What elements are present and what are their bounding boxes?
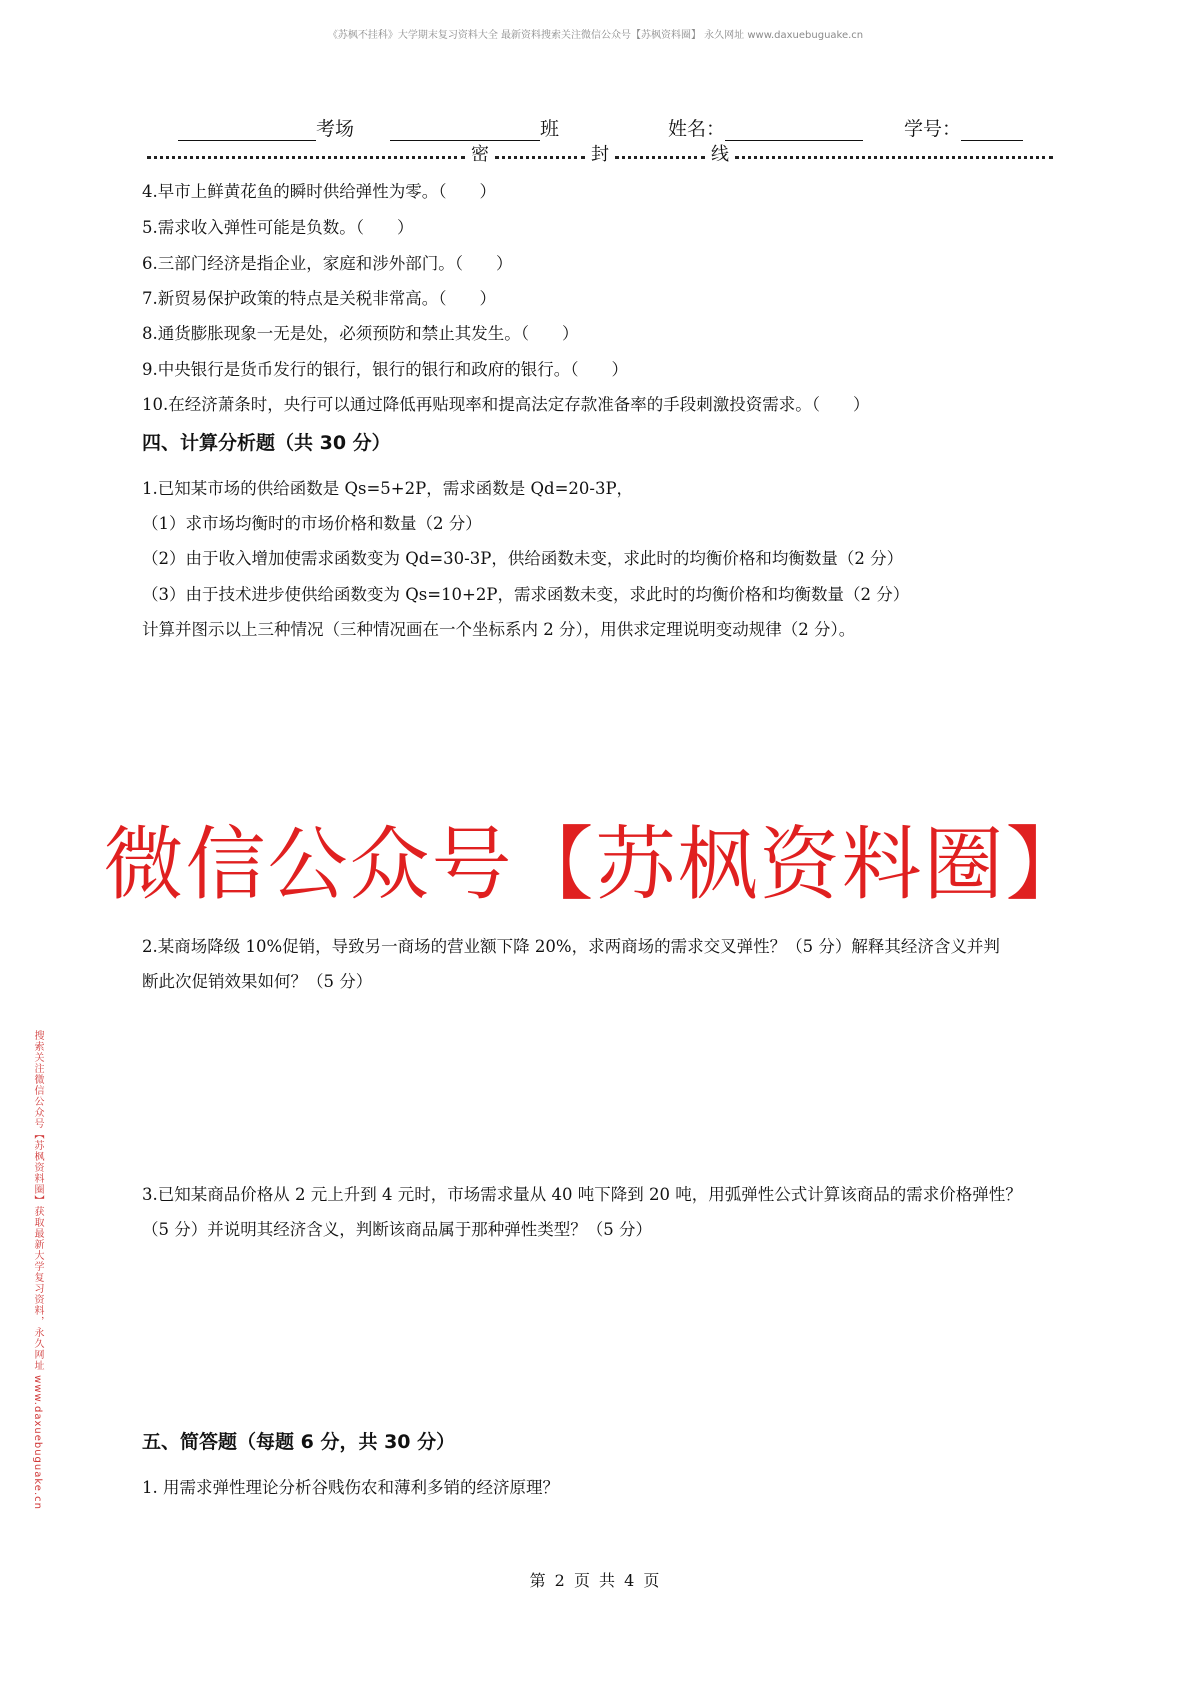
seal-char-feng: 封 bbox=[591, 144, 609, 165]
side-watermark: 搜索关注微信公众号【苏枫资料圈】获取最新大学复习资料，永久网址 www.daxuebuguake.cn bbox=[32, 1030, 43, 1510]
name-label: 姓名： bbox=[668, 118, 726, 140]
judgment-item: 10.在经济萧条时，央行可以通过降低再贴现率和提高法定存款准备率的手段刺激投资需求。（ ） bbox=[142, 395, 870, 414]
wechat-watermark: 微信公众号【苏枫资料圈】 bbox=[103, 818, 1088, 911]
exam-room-field bbox=[178, 114, 354, 141]
judgment-item: 6.三部门经济是指企业，家庭和涉外部门。（ ） bbox=[142, 254, 513, 273]
q1-line: 1.已知某市场的供给函数是 Qs=5+2P，需求函数是 Qd=20-3P， bbox=[142, 479, 634, 498]
q2-line: 2.某商场降级 10%促销，导致另一商场的营业额下降 20%，求两商场的需求交叉弹性？（5 分）解释其经济含义并判 bbox=[142, 937, 1000, 956]
q3-line: 3.已知某商品价格从 2 元上升到 4 元时，市场需求量从 40 吨下降到 20 吨，用弧弹性公式计算该商品的需求价格弹性？ bbox=[142, 1185, 1022, 1204]
judgment-item: 7.新贸易保护政策的特点是关税非常高。（ ） bbox=[142, 289, 496, 308]
seal-char-mi: 密 bbox=[471, 144, 489, 165]
q2-line: 断此次促销效果如何？（5 分） bbox=[142, 972, 373, 991]
seal-dots bbox=[735, 148, 1053, 159]
seal-dots bbox=[615, 148, 705, 159]
class-field bbox=[390, 114, 559, 141]
seal-dots bbox=[147, 148, 465, 159]
judgment-item: 4.早市上鲜黄花鱼的瞬时供给弹性为零。（ ） bbox=[142, 182, 496, 201]
q3-line: （5 分）并说明其经济含义，判断该商品属于那种弹性类型？（5 分） bbox=[142, 1220, 652, 1239]
name-blank bbox=[725, 118, 863, 141]
class-blank bbox=[390, 118, 540, 141]
judgment-item: 8.通货膨胀现象一无是处，必须预防和禁止其发生。（ ） bbox=[142, 324, 579, 343]
seal-line bbox=[145, 140, 1055, 166]
student-id-blank bbox=[961, 118, 1023, 141]
seal-dots bbox=[495, 148, 585, 159]
q1-line: （1）求市场均衡时的市场价格和数量（2 分） bbox=[142, 514, 482, 533]
seal-char-xian: 线 bbox=[711, 144, 729, 165]
student-id-field bbox=[904, 114, 1023, 141]
judgment-item: 5.需求收入弹性可能是负数。（ ） bbox=[142, 218, 414, 237]
exam-room-blank bbox=[178, 118, 316, 141]
exam-room-label: 考场 bbox=[316, 118, 355, 140]
q1-line: （2）由于收入增加使需求函数变为 Qd=30-3P，供给函数未变，求此时的均衡价格和均衡数量（2 分） bbox=[142, 549, 904, 568]
name-field bbox=[668, 114, 863, 141]
judgment-item: 9.中央银行是货币发行的银行，银行的银行和政府的银行。（ ） bbox=[142, 360, 628, 379]
section-5-q1: 1. 用需求弹性理论分析谷贱伤农和薄利多销的经济原理？ bbox=[142, 1478, 559, 1497]
page-footer: 第 2 页 共 4 页 bbox=[529, 1571, 662, 1590]
student-id-label: 学号： bbox=[904, 118, 962, 140]
top-source-note: 《苏枫不挂科》大学期末复习资料大全 最新资料搜索关注微信公众号【苏枫资料圈】 永久网址 www.daxuebuguake.cn bbox=[327, 30, 864, 41]
q1-line: 计算并图示以上三种情况（三种情况画在一个坐标系内 2 分），用供求定理说明变动规律（2 分）。 bbox=[142, 620, 856, 639]
section-4-title: 四、计算分析题（共 30 分） bbox=[142, 432, 391, 454]
section-5-title: 五、简答题（每题 6 分，共 30 分） bbox=[142, 1431, 456, 1453]
q1-line: （3）由于技术进步使供给函数变为 Qs=10+2P，需求函数未变，求此时的均衡价格和均衡数量（2 分） bbox=[142, 585, 910, 604]
class-label: 班 bbox=[540, 118, 560, 140]
